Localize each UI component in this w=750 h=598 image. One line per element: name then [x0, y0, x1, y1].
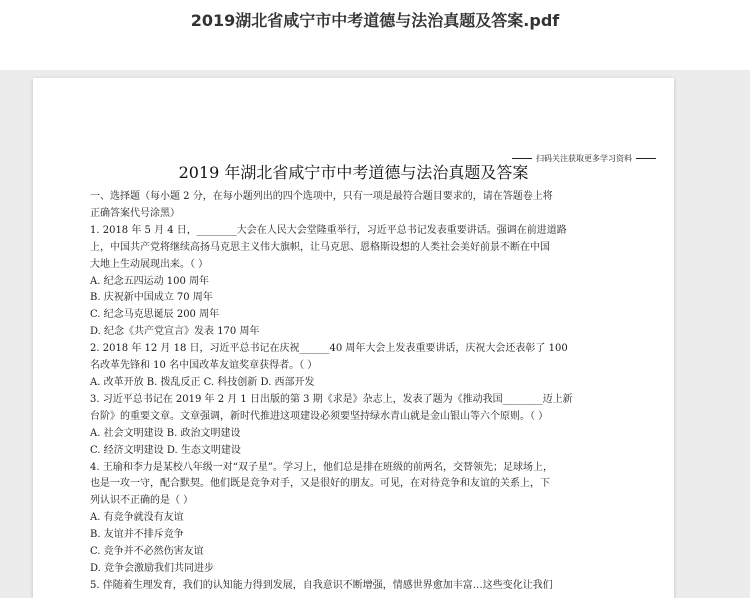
text-line: A. 改革开放 B. 拨乱反正 C. 科技创新 D. 西部开发 [90, 376, 315, 388]
text-line: 大地上生动展现出来。（ ） [90, 258, 209, 270]
text-line: 台阶》的重要文章。文章强调，新时代推进这项建设必须要坚持绿水青山就是金山银山等六个原则。（ ） [90, 410, 549, 422]
text-line: A. 有竞争就没有友谊 [90, 512, 184, 524]
text-line: 正确答案代号涂黑） [90, 207, 180, 219]
text-line: 2. 2018 年 12 月 18 日，习近平总书记在庆祝______40 周年大会上发表重要讲话，庆祝大会还表彰了 100 [90, 343, 568, 355]
text-line: 列认识不正确的是（ ） [90, 495, 194, 507]
text-line: C. 经济文明建设 D. 生态文明建设 [90, 444, 241, 456]
text-line: 上，中国共产党将继续高扬马克思主义伟大旗帜，让马克思、恩格斯设想的人类社会美好前景不断在中国 [90, 241, 550, 253]
text-line: 一、选择题（每小题 2 分，在每小题列出的四个选项中，只有一项是最符合题目要求的，请在答题卷上将 [90, 191, 553, 202]
file-title: 2019湖北省咸宁市中考道德与法治真题及答案.pdf [190, 11, 560, 30]
text-line: 名改革先锋和 10 名中国改革友谊奖章获得者。（ ） [90, 360, 318, 372]
text-line: 4. 王瑜和李力是某校八年级一对“双子星”。学习上，他们总是排在班级的前两名，交替领先；足球场上， [90, 461, 553, 473]
promo-rule-left [512, 158, 532, 159]
text-line: 也是一攻一守，配合默契。他们既是竞争对手，又是很好的朋友。可见，在对待竞争和友谊的关系上，下 [90, 478, 550, 490]
promo-text: 扫码关注获取更多学习资料 [536, 154, 632, 163]
document-title: 2019 年湖北省咸宁市中考道德与法治真题及答案 [178, 163, 529, 182]
text-line: B. 友谊并不排斥竞争 [90, 529, 184, 541]
viewer-header [0, 0, 750, 70]
text-line: D. 竞争会激励我们共同进步 [90, 562, 215, 574]
text-line: B. 庆祝新中国成立 70 周年 [90, 292, 213, 304]
text-line: A. 社会文明建设 B. 政治文明建设 [90, 427, 241, 439]
text-line: 5. 伴随着生理发育，我们的认知能力得到发展，自我意识不断增强，情感世界愈加丰富…这些变化让我们 [90, 579, 553, 591]
text-line: A. 纪念五四运动 100 周年 [90, 275, 210, 287]
pdf-page [33, 78, 674, 598]
text-line: 3. 习近平总书记在 2019 年 2 月 1 日出版的第 3 期《求是》杂志上，发表了题为《推动我国________迈上新 [90, 393, 573, 405]
text-line: D. 纪念《共产党宣言》发表 170 周年 [90, 326, 260, 338]
text-line: 1. 2018 年 5 月 4 日，________大会在人民大会堂隆重举行，习近平总书记发表重要讲话。强调在前进道路 [90, 224, 567, 236]
text-line: C. 纪念马克思诞辰 200 周年 [90, 309, 220, 321]
promo-rule-right [636, 158, 656, 159]
text-line: C. 竞争并不必然伤害友谊 [90, 546, 204, 558]
document-body [90, 189, 620, 595]
